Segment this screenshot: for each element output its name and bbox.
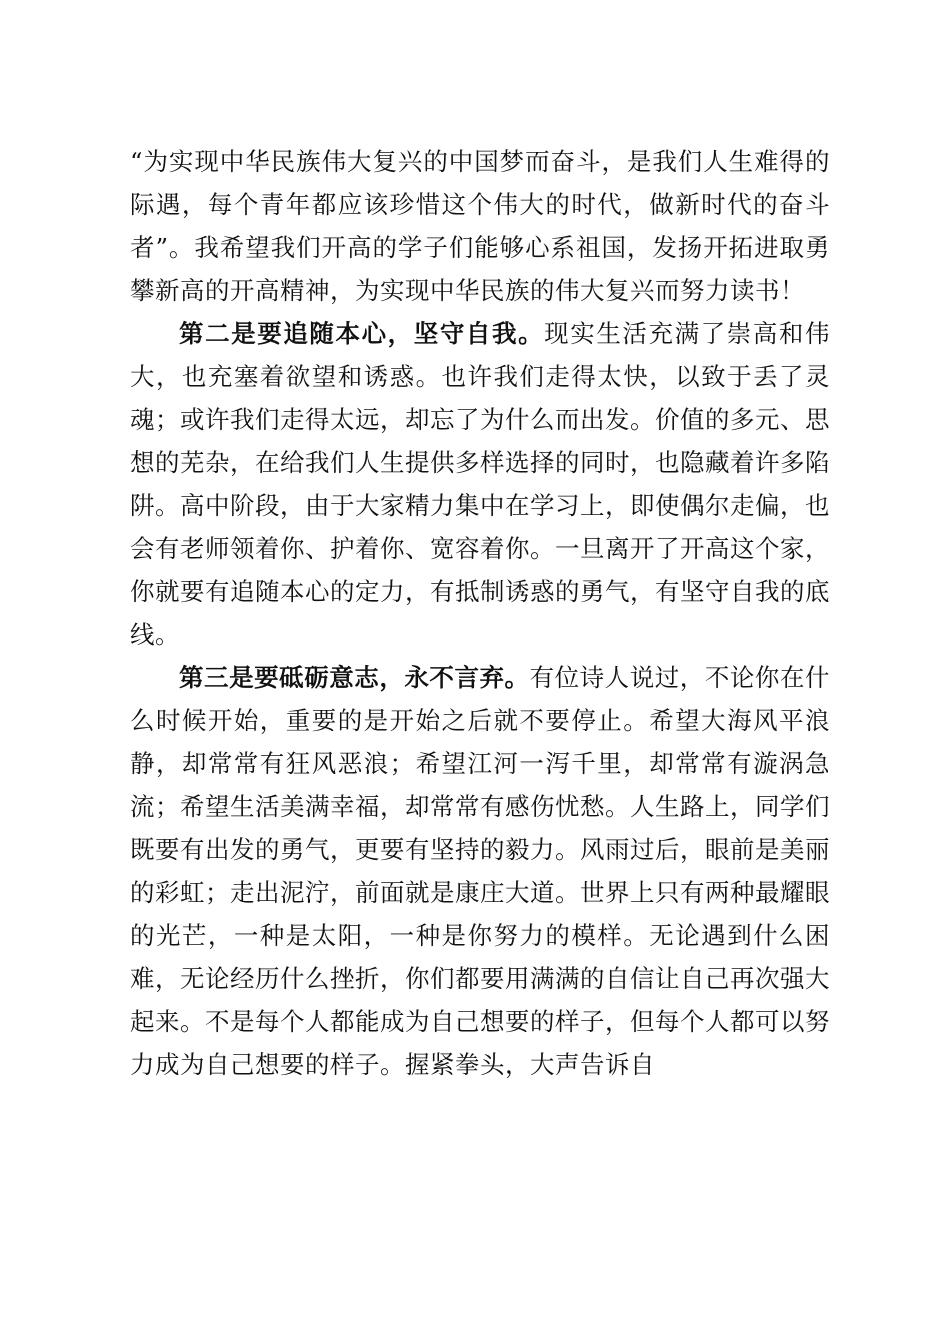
paragraph-third-point — [130, 656, 830, 1086]
paragraph-text: “为实现中华民族伟大复兴的中国梦而奋斗，是我们人生难得的际遇，每个青年都应该珍惜这个伟大的时代，做新时代的奋斗者”。我希望我们开高的学子们能够心系祖国，发扬开拓进取勇攀新高的开高精神，为实现中华民族的伟大复兴而努力读书！ — [130, 147, 830, 305]
paragraph-heading: 第二是要追随本心，坚守自我。 — [179, 319, 545, 348]
paragraph-text: 有位诗人说过，不论你在什么时候开始，重要的是开始之后就不要停止。希望大海风平浪静，却常常有狂风恶浪；希望江河一泻千里，却常常有漩涡急流；希望生活美满幸福，却常常有感伤忧愁。人生路上，同学们既要有出发的勇气，更要有坚持的毅力。风雨过后，眼前是美丽的彩虹；走出泥泞，前面就是康庄大道。世界上只有两种最耀眼的光芒，一种是太阳，一种是你努力的模样。无论遇到什么困难，无论经历什么挫折，你们都要用满满的自信让自己再次强大起来。不是每个人都能成为自己想要的样子，但每个人都可以努力成为自己想要的样子。握紧拳头，大声告诉自 — [130, 663, 831, 1079]
document-body — [130, 140, 830, 1086]
paragraph-heading: 第三是要砥砺意志，永不言弃。 — [179, 663, 530, 692]
paragraph-text: 现实生活充满了崇高和伟大，也充塞着欲望和诱惑。也许我们走得太快，以致于丢了灵魂；或许我们走得太远，却忘了为什么而出发。价值的多元、思想的芜杂，在给我们人生提供多样选择的同时，也隐藏着许多陷阱。高中阶段，由于大家精力集中在学习上，即使偶尔走偏，也会有老师领着你、护着你、宽容着你。一旦离开了开高这个家，你就要有追随本心的定力，有抵制诱惑的勇气，有坚守自我的底线。 — [130, 319, 831, 649]
paragraph-second-point — [130, 312, 830, 656]
paragraph-quote — [130, 140, 830, 312]
